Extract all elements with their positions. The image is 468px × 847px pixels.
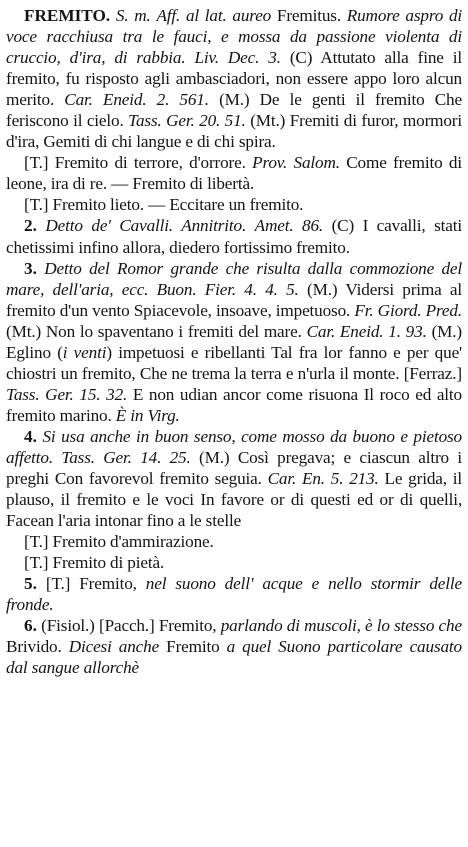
sense-6 bbox=[6, 615, 462, 678]
sense-definition: Si usa anche in buon senso, come mosso da buono e pietoso affetto. bbox=[6, 426, 462, 467]
grammar-label: S. m. bbox=[115, 6, 151, 25]
quotation: (C) Attutato alla fine il fremito, fu risposto agli ambasciadori, non essere appo loro alcun merito. bbox=[6, 48, 462, 110]
citation: Prov. Salom. bbox=[252, 153, 340, 173]
example-text: Come fremito di leone, ira di re. — Fremito di libertà. bbox=[6, 153, 462, 194]
example-paragraph bbox=[6, 152, 462, 194]
tag-label: (Fisiol.) [Pacch.] bbox=[41, 616, 155, 636]
term: Fremito, bbox=[79, 574, 137, 594]
quotation: Le grida, il plauso, il fremito e le voci In favore or di questi ed or di quelli, Facean l'aria intonar fino a le stelle bbox=[6, 469, 462, 531]
sense-4 bbox=[6, 426, 462, 531]
quotation: (M.) Vidersi prima al fremito d'un vento Spiacevole, insoave, impetuoso. bbox=[6, 279, 463, 320]
headword: FREMITO. bbox=[24, 6, 111, 25]
sense-number: 5. bbox=[24, 574, 37, 594]
example-text: Fremito lieto. — Eccitare un fremito. bbox=[52, 195, 304, 215]
example-paragraph bbox=[6, 531, 462, 552]
citation: Amet. 86. bbox=[254, 216, 324, 236]
quotation: ) impetuosi e ribellanti Tal fra lor fanno e per que' chiostri un fremito, Che ne trema la terra e n'urla il monte. [Ferraz.] bbox=[6, 342, 462, 383]
sense-5 bbox=[6, 573, 462, 615]
citation: Buon. Fier. 4. 4. 5. bbox=[156, 279, 299, 299]
citation: Car. Eneid. 2. 561. bbox=[64, 90, 209, 110]
tag-label: [T.] bbox=[24, 553, 49, 573]
sense-definition: Detto de' Cavalli. Annitrito. bbox=[45, 216, 247, 236]
entry-main-paragraph bbox=[6, 5, 462, 152]
example-text: Fremito di pietà. bbox=[52, 553, 165, 573]
sense-definition: Detto del Romor grande che risulta dalla commozione del mare, dell'aria, ecc. bbox=[6, 258, 462, 299]
citation: Tass. Ger. 20. 51. bbox=[128, 111, 246, 131]
definition-1: Rumore aspro di voce racchiusa tra le fauci, e mossa da passione violenta di cruccio, d'ira, di rabbia. bbox=[6, 6, 463, 68]
sense-definition: a quel Suono particolare causato dal sangue allorchè bbox=[6, 637, 462, 678]
quotation: (Mt.) Fremiti di furor, mormori d'ira, Gemiti di chi langue e di chi spira. bbox=[6, 111, 463, 152]
example-text: Fremito di terrore, d'orrore. bbox=[54, 153, 246, 173]
example-paragraph bbox=[6, 194, 462, 215]
sense-definition: Dicesi anche bbox=[68, 637, 160, 657]
citation: È in Virg. bbox=[115, 405, 180, 425]
quotation: E non udian ancor come risuona Il roco ed alto fremito marino. bbox=[6, 384, 462, 425]
citation: Car. En. 5. 213. bbox=[267, 469, 379, 489]
tag-label: [T.] bbox=[24, 195, 49, 215]
sense-definition: nel suono dell' acque e nello stormir delle fronde. bbox=[6, 574, 462, 615]
quotation-italic: i venti bbox=[62, 342, 107, 362]
quotation: (M.) De le genti il fremito Che feriscono il cielo. bbox=[6, 90, 462, 131]
example-text: Fremito d'ammirazione. bbox=[52, 532, 214, 552]
sense-2 bbox=[6, 215, 462, 257]
sense-number: 6. bbox=[24, 616, 37, 636]
tag-label: [T.] bbox=[45, 574, 71, 594]
quotation: (M.) Eglino ( bbox=[6, 321, 462, 362]
citation: Tass. Ger. 14. 25. bbox=[61, 447, 191, 467]
etymology-word: Fremitus. bbox=[276, 6, 341, 25]
example-paragraph bbox=[6, 552, 462, 573]
quotation: (Mt.) Non lo spaventano i fremiti del mare. bbox=[6, 321, 302, 341]
quotation: (M.) Così pregava; e ciascun altro i preghi Con favorevol fremito seguia. bbox=[6, 447, 462, 489]
citation: Car. Eneid. 1. 93. bbox=[306, 321, 427, 341]
quotation: (C) I cavalli, stati chetissimi infino allora, diedero fortissimo fremito. bbox=[6, 216, 462, 257]
term: Brivido. bbox=[6, 637, 62, 657]
citation: Tass. Ger. 15. 32. bbox=[6, 384, 128, 404]
tag-label: [T.] bbox=[24, 153, 49, 173]
term: Fremito bbox=[166, 637, 220, 657]
sense-number: 3. bbox=[24, 258, 37, 278]
etymology-note: Aff. al lat. aureo bbox=[156, 6, 272, 25]
sense-number: 4. bbox=[24, 426, 37, 446]
citation: Fr. Giord. Pred. bbox=[354, 300, 462, 320]
sense-3 bbox=[6, 258, 462, 426]
term: Fremito, bbox=[158, 616, 217, 636]
tag-label: [T.] bbox=[24, 532, 49, 552]
sense-definition: parlando di muscoli, è lo stesso che bbox=[220, 616, 462, 636]
citation: Liv. Dec. 3. bbox=[194, 48, 281, 68]
sense-number: 2. bbox=[24, 216, 37, 236]
